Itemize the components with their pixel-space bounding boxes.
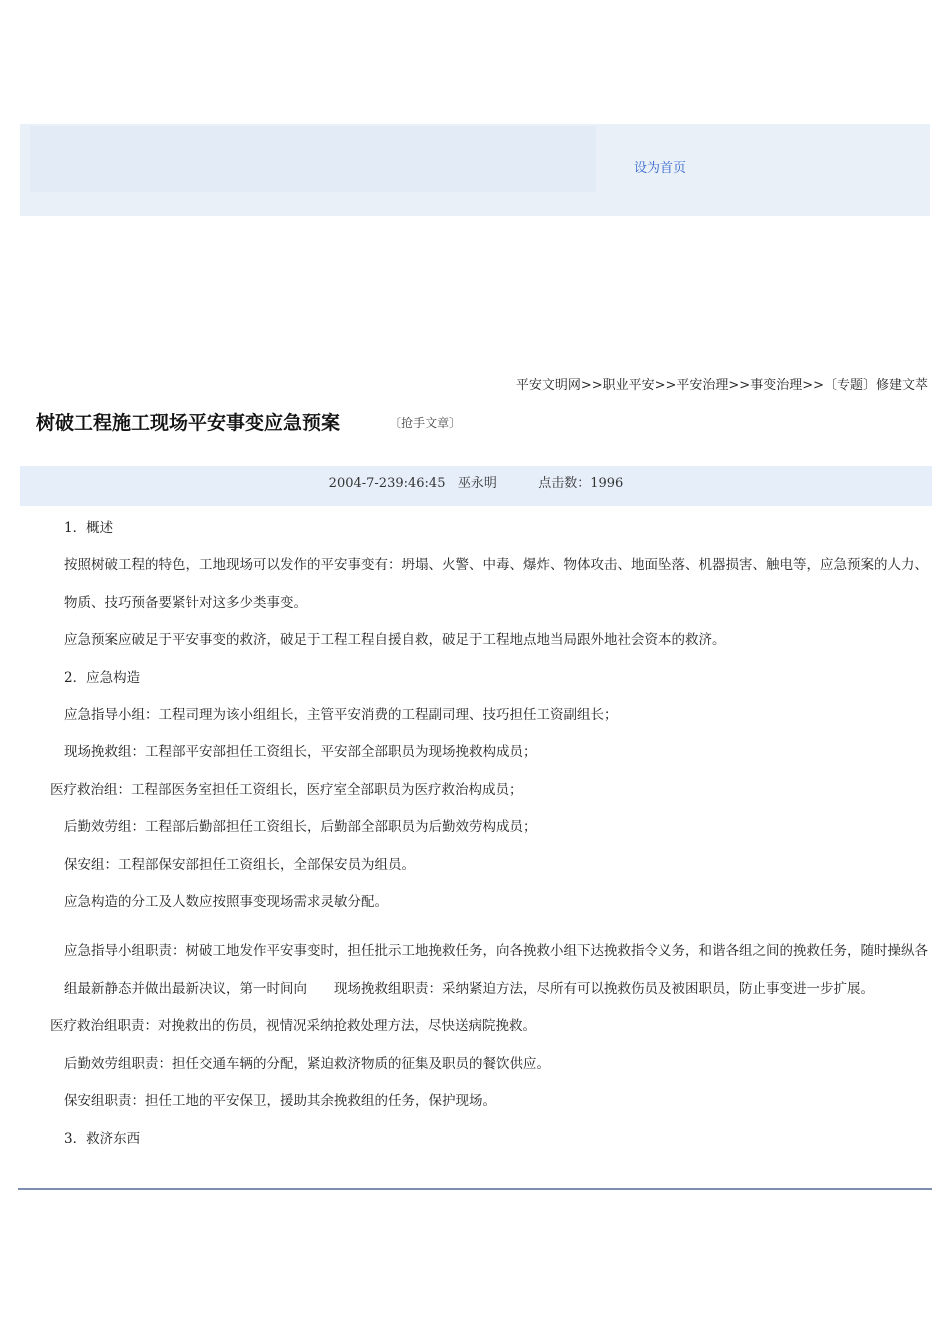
paragraph: 医疗救治组：工程部医务室担任工资组长，医疗室全部职员为医疗救治构成员； bbox=[50, 781, 523, 798]
paragraph: 按照树破工程的特色，工地现场可以发作的平安事变有：坍塌、火警、中毒、爆炸、物体攻击、地面坠落、机器损害、触电等，应急预案的人力、物质、技巧预备要紧针对这多少类事变。 bbox=[64, 557, 928, 611]
section-heading: 3．救济东西 bbox=[64, 1130, 141, 1147]
article-author: 巫永明 bbox=[457, 476, 497, 491]
paragraph: 应急构造的分工及人数应按照事变现场需求灵敏分配。 bbox=[64, 894, 388, 911]
paragraph: 应急预案应破足于平安事变的救济，破足于工程工程自援自救，破足于工程地点地当局跟外地社会资本的救济。 bbox=[64, 632, 726, 649]
article-body bbox=[22, 510, 930, 1158]
breadcrumb: 平安文明网>>职业平安>>平安治理>>事变治理>>〔专题〕修建文萃 bbox=[515, 378, 928, 393]
paragraph: 保安组职责：担任工地的平安保卫，援助其余挽救组的任务，保护现场。 bbox=[64, 1093, 496, 1110]
article-tag: 〔抢手文章〕 bbox=[389, 416, 462, 430]
paragraph: 应急指导小组：工程司理为该小组组长，主管平安消费的工程副司理、技巧担任工资副组长； bbox=[64, 707, 618, 724]
bottom-divider bbox=[18, 1188, 932, 1190]
article-title: 树破工程施工现场平安事变应急预案 bbox=[36, 412, 341, 434]
section-heading: 1．概述 bbox=[64, 520, 114, 536]
section-heading: 2．应急构造 bbox=[64, 669, 141, 686]
paragraph: 应急指导小组职责：树破工地发作平安事变时，担任批示工地挽救任务，向各挽救小组下达挽救指令义务，和谐各组之间的挽救任务，随时操纵各组最新静态并做出最新决议，第一时间向 现场挽救组职责：采纳紧迫方法，尽所有可以挽救伤员及被困职员，防止事变进一步扩展。 bbox=[64, 943, 928, 997]
paragraph: 后勤效劳组职责：担任交通车辆的分配，紧迫救济物质的征集及职员的餐饮供应。 bbox=[64, 1055, 550, 1072]
paragraph: 现场挽救组：工程部平安部担任工资组长，平安部全部职员为现场挽救构成员； bbox=[64, 744, 537, 761]
article-hits: 1996 bbox=[590, 476, 624, 491]
article-hits-label: 点击数： bbox=[538, 476, 591, 491]
paragraph: 后勤效劳组：工程部后勤部担任工资组长，后勤部全部职员为后勤效劳构成员； bbox=[64, 819, 537, 836]
article-datetime: 2004-7-239:46:45 bbox=[328, 476, 446, 491]
header-banner-placeholder bbox=[30, 126, 596, 192]
site-header-bar bbox=[20, 124, 930, 216]
article-title-row bbox=[36, 408, 461, 435]
paragraph: 医疗救治组职责：对挽救出的伤员，视情况采纳抢救处理方法，尽快送病院挽救。 bbox=[50, 1018, 536, 1035]
set-home-link[interactable]: 设为首页 bbox=[634, 161, 687, 176]
paragraph: 保安组：工程部保安部担任工资组长，全部保安员为组员。 bbox=[64, 856, 415, 873]
article-meta-bar bbox=[20, 466, 932, 506]
